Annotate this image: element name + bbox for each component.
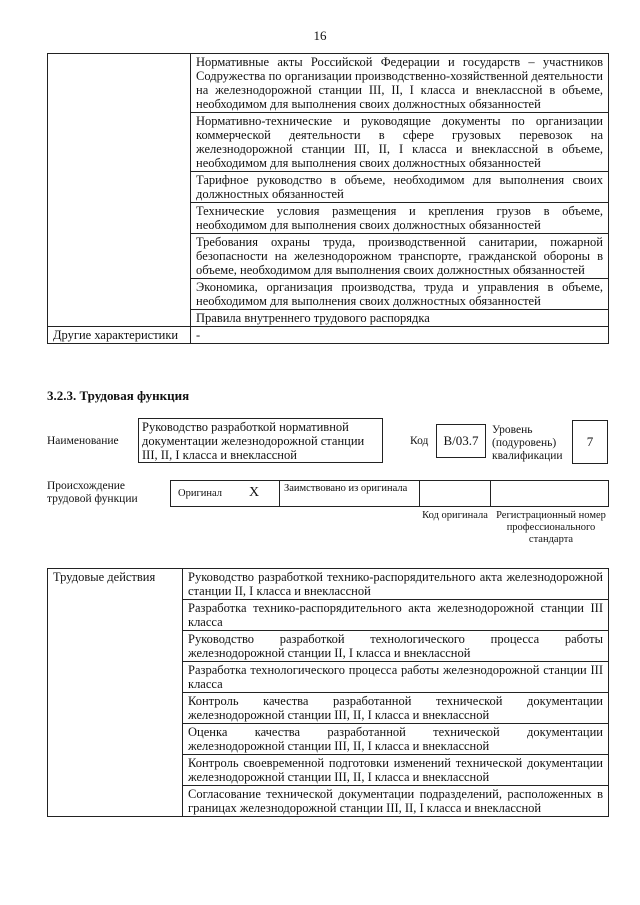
original-mark: X — [249, 485, 260, 500]
requirement-item: Тарифное руководство в объеме, необходимом для выполнения своих должностных обязанностей — [191, 172, 609, 203]
requirements-table — [47, 53, 609, 344]
code-original-cell — [419, 480, 491, 507]
requirement-item: Нормативные акты Российской Федерации и государств – участников Содружества по организации производственно-хозяйственной деятельности на железнодорожной станции III, II, I класса и внеклассной в объеме, необходимом для выполнения своих должностных обязанностей — [191, 54, 609, 113]
qualification-level-value: 7 — [586, 434, 594, 449]
requirement-item: Требования охраны труда, производственной санитарии, пожарной безопасности на железнодорожном транспорте, гражданской обороны в объеме, необходимом для выполнения своих должностных обязанностей — [191, 234, 609, 279]
code-original-label: Код оригинала — [422, 510, 488, 521]
origin-label: Происхождение трудовой функции — [47, 480, 138, 505]
labor-action-item: Контроль качества разработанной технической документации железнодорожной станции III, II, I класса и внеклассной — [183, 693, 609, 724]
name-label: Наименование — [47, 435, 119, 447]
other-characteristics-label: Другие характеристики — [48, 327, 191, 344]
labor-action-item: Руководство разработкой технико-распорядительного акта железнодорожной станции II, I класса и внеклассной — [183, 569, 609, 600]
requirement-item: Нормативно-технические и руководящие документы по организации коммерческой деятельности в сфере грузовых перевозок на железнодорожной станции III, II, I класса и внеклассной в объеме, необходимом для выполнения своих должностных обязанностей — [191, 113, 609, 172]
labor-action-item: Согласование технической документации подразделений, расположенных в границах железнодорожной станции III, II, I класса и внеклассной — [183, 786, 609, 817]
function-name-value: Руководство разработкой нормативной документации железнодорожной станции III, II, I класса и внеклассной — [142, 420, 365, 462]
qualification-level-label: Уровень (подуровень) квалификации — [492, 424, 563, 462]
requirement-item: Правила внутреннего трудового распорядка — [191, 310, 609, 327]
labor-action-item: Разработка технико-распорядительного акта железнодорожной станции III класса — [183, 600, 609, 631]
reg-number-cell — [490, 480, 609, 507]
code-value-box — [436, 424, 486, 458]
qualification-level-box — [572, 420, 608, 464]
function-name-box — [138, 418, 383, 463]
reg-number-label: Регистрационный номер профессионального стандарта — [496, 510, 606, 545]
page-number: 16 — [313, 28, 327, 43]
labor-action-item: Контроль своевременной подготовки изменений технической документации железнодорожной станции III, II, I класса и внеклассной — [183, 755, 609, 786]
borrowed-label: Заимствовано из оригинала — [284, 483, 408, 494]
original-label: Оригинал — [178, 488, 222, 499]
requirement-item: Экономика, организация производства, труда и управления в объеме, необходимом для выполнения своих должностных обязанностей — [191, 279, 609, 310]
labor-actions-table — [47, 568, 609, 817]
other-characteristics-value: - — [191, 327, 609, 344]
borrowed-cell — [279, 480, 420, 507]
labor-action-item: Руководство разработкой технологического процесса работы железнодорожной станции II, I класса и внеклассной — [183, 631, 609, 662]
section-title: 3.2.3. Трудовая функция — [47, 388, 190, 403]
code-label: Код — [410, 435, 429, 447]
labor-action-item: Разработка технологического процесса работы железнодорожной станции III класса — [183, 662, 609, 693]
code-value: B/03.7 — [443, 433, 479, 448]
table-row — [48, 54, 609, 113]
table-row — [48, 327, 609, 344]
original-cell — [170, 480, 280, 507]
table-row — [48, 569, 609, 600]
labor-action-item: Оценка качества разработанной технической документации железнодорожной станции III, II, I класса и внеклассной — [183, 724, 609, 755]
labor-actions-label: Трудовые действия — [48, 569, 183, 817]
requirements-left-cell — [48, 54, 191, 327]
requirement-item: Технические условия размещения и крепления грузов в объеме, необходимом для выполнения своих должностных обязанностей — [191, 203, 609, 234]
